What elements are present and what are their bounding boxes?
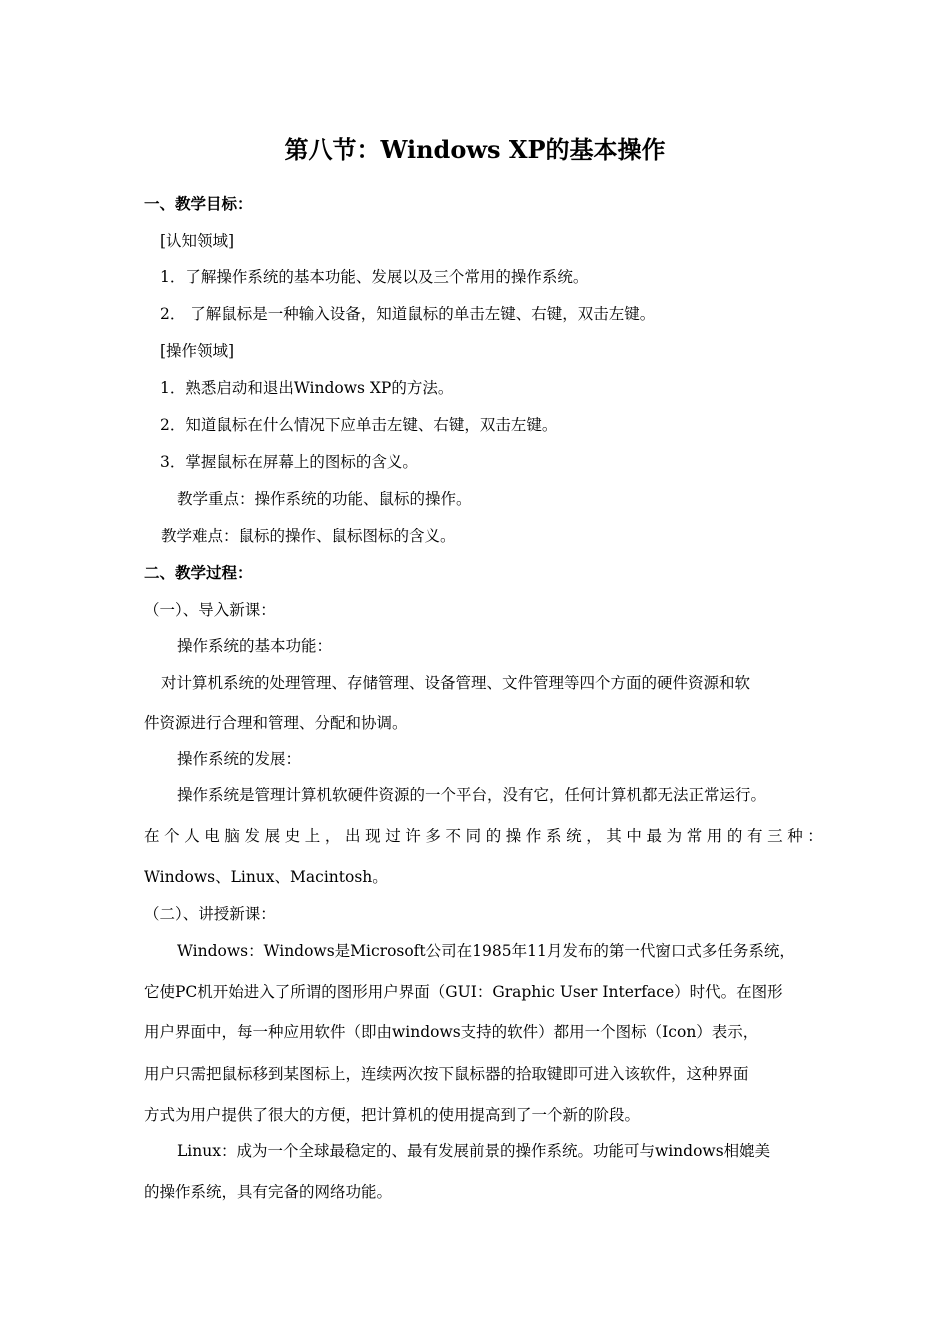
- windows-text-4: 用户只需把鼠标移到某图标上，连续两次按下鼠标器的拾取键即可进入该软件，这种界面: [144, 1065, 749, 1083]
- section-heading-process: 二、教学过程：: [144, 563, 253, 582]
- windows-text-3: 用户界面中，每一种应用软件（即由windows支持的软件）都用一个图标（Icon）表示，: [144, 1023, 759, 1041]
- operation-item-1: 1．熟悉启动和退出Windows XP的方法。: [160, 379, 454, 397]
- cognitive-item-2: 2． 了解鼠标是一种输入设备，知道鼠标的单击左键、右键，双击左键。: [160, 305, 656, 323]
- part1-heading: （一）、导入新课：: [144, 601, 276, 619]
- operation-item-2: 2．知道鼠标在什么情况下应单击左键、右键，双击左键。: [160, 416, 558, 434]
- teaching-difficult-point: 教学难点：鼠标的操作、鼠标图标的含义。: [161, 527, 456, 545]
- cognitive-item-1: 1．了解操作系统的基本功能、发展以及三个常用的操作系统。: [160, 268, 589, 286]
- linux-text-2: 的操作系统，具有完备的网络功能。: [144, 1183, 393, 1201]
- operation-item-3: 3．掌握鼠标在屏幕上的图标的含义。: [160, 453, 418, 471]
- part2-heading: （二）、讲授新课：: [144, 905, 276, 923]
- cognitive-domain-label: [认知领域]: [160, 232, 235, 250]
- development-label: 操作系统的发展：: [177, 750, 302, 768]
- basic-function-text-1: 对计算机系统的处理管理、存储管理、设备管理、文件管理等四个方面的硬件资源和软: [161, 674, 751, 692]
- basic-function-label: 操作系统的基本功能：: [177, 637, 333, 655]
- basic-function-text-2: 件资源进行合理和管理、分配和协调。: [144, 714, 408, 732]
- teaching-key-point: 教学重点：操作系统的功能、鼠标的操作。: [177, 490, 472, 508]
- development-text-2: 在个人电脑发展史上，出现过许多不同的操作系统，其中最为常用的有三种：: [144, 827, 828, 845]
- windows-text-1: Windows：Windows是Microsoft公司在1985年11月发布的第一代窗口式多任务系统，: [177, 942, 795, 960]
- page-title: 第八节：Windows XP的基本操作: [284, 135, 666, 164]
- operation-domain-label: [操作领域]: [160, 342, 235, 360]
- development-text-3: Windows、Linux、Macintosh。: [144, 868, 388, 886]
- linux-text-1: Linux：成为一个全球最稳定的、最有发展前景的操作系统。功能可与windows相媲美: [177, 1142, 771, 1160]
- development-text-1: 操作系统是管理计算机软硬件资源的一个平台，没有它，任何计算机都无法正常运行。: [177, 786, 767, 804]
- windows-text-2: 它使PC机开始进入了所谓的图形用户界面（GUI：Graphic User Interface）时代。在图形: [144, 983, 783, 1001]
- windows-text-5: 方式为用户提供了很大的方便，把计算机的使用提高到了一个新的阶段。: [144, 1106, 641, 1124]
- section-heading-objectives: 一、教学目标：: [144, 194, 253, 213]
